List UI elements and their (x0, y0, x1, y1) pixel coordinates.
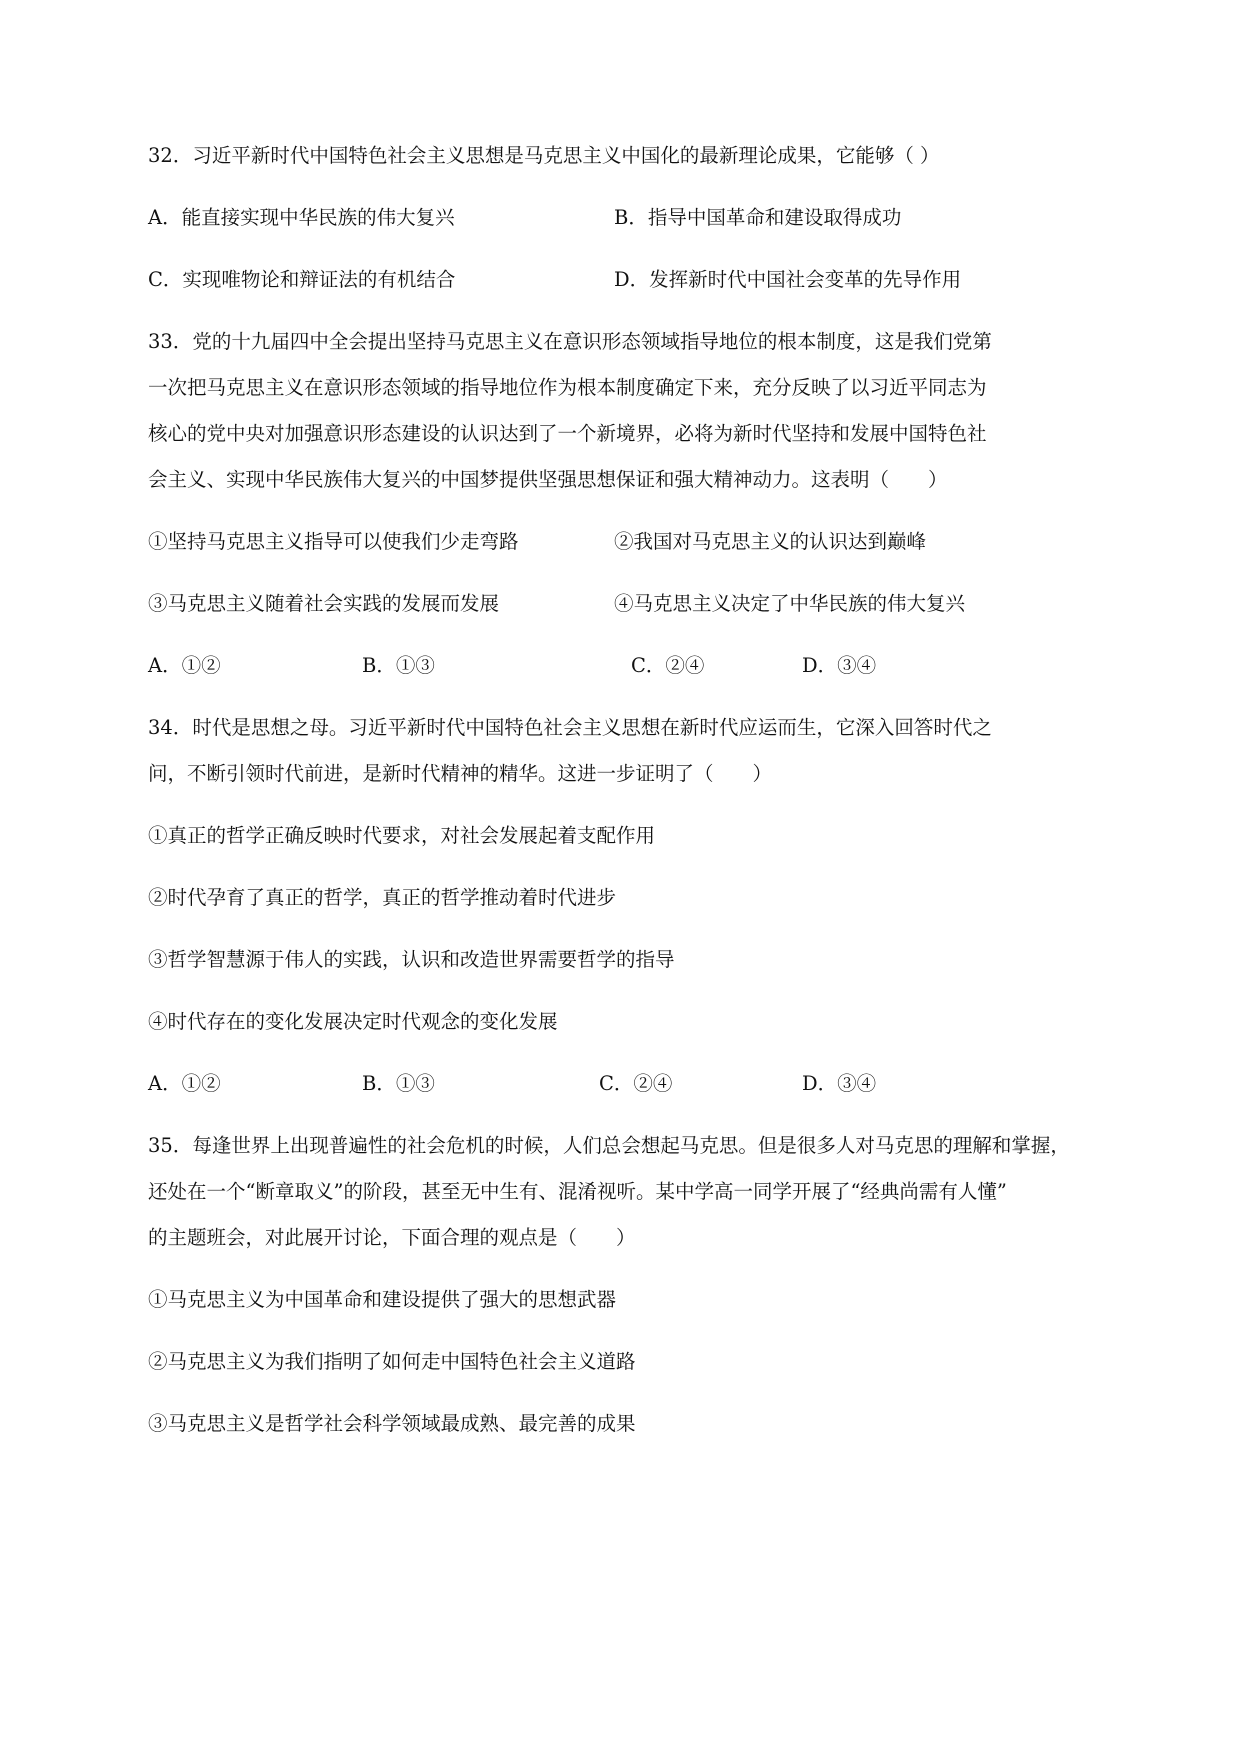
q35-statement-3: ③马克思主义是哲学社会科学领域最成熟、最完善的成果 (148, 1412, 636, 1435)
q34-option-a: A．①② (148, 1072, 221, 1095)
q33-option-a: A．①② (148, 654, 221, 677)
q32-option-d: D．发挥新时代中国社会变革的先导作用 (614, 268, 962, 291)
q33-stem-line-4: 会主义、实现中华民族伟大复兴的中国梦提供坚强思想保证和强大精神动力。这表明（ ） (148, 468, 948, 491)
q33-option-c: C．②④ (631, 654, 705, 677)
q34-stem-line-2: 问，不断引领时代前进，是新时代精神的精华。这进一步证明了（ ） (148, 762, 773, 785)
q34-option-b: B．①③ (362, 1072, 435, 1095)
q35-stem-line-3: 的主题班会，对此展开讨论，下面合理的观点是（ ） (148, 1226, 636, 1249)
q33-statement-1: ①坚持马克思主义指导可以使我们少走弯路 (148, 530, 519, 553)
q34-stem-line-1: 34．时代是思想之母。习近平新时代中国特色社会主义思想在新时代应运而生，它深入回答时代之 (148, 716, 992, 739)
q34-option-d: D．③④ (802, 1072, 877, 1095)
q33-statement-3: ③马克思主义随着社会实践的发展而发展 (148, 592, 500, 615)
q33-statement-4: ④马克思主义决定了中华民族的伟大复兴 (614, 592, 966, 615)
q32-option-b: B．指导中国革命和建设取得成功 (614, 206, 902, 229)
q35-stem-line-1: 35．每逢世界上出现普遍性的社会危机的时候，人们总会想起马克思。但是很多人对马克思的理解和掌握， (148, 1134, 1070, 1157)
q32-option-c: C．实现唯物论和辩证法的有机结合 (148, 268, 456, 291)
q34-statement-4: ④时代存在的变化发展决定时代观念的变化发展 (148, 1010, 558, 1033)
q35-statement-2: ②马克思主义为我们指明了如何走中国特色社会主义道路 (148, 1350, 636, 1373)
q33-option-d: D．③④ (802, 654, 877, 677)
q34-statement-1: ①真正的哲学正确反映时代要求，对社会发展起着支配作用 (148, 824, 656, 847)
q34-statement-2: ②时代孕育了真正的哲学，真正的哲学推动着时代进步 (148, 886, 617, 909)
q33-option-b: B．①③ (362, 654, 435, 677)
q33-stem-line-1: 33．党的十九届四中全会提出坚持马克思主义在意识形态领域指导地位的根本制度，这是我们党第 (148, 330, 992, 353)
q33-stem-line-3: 核心的党中央对加强意识形态建设的认识达到了一个新境界，必将为新时代坚持和发展中国特色社 (148, 422, 987, 445)
q34-statement-3: ③哲学智慧源于伟人的实践，认识和改造世界需要哲学的指导 (148, 948, 675, 971)
q32-stem: 32．习近平新时代中国特色社会主义思想是马克思主义中国化的最新理论成果，它能够（ ） (148, 144, 940, 167)
q35-stem-line-2: 还处在一个“断章取义”的阶段，甚至无中生有、混淆视听。某中学高一同学开展了“经典尚需有人懂” (148, 1180, 1007, 1203)
q35-statement-1: ①马克思主义为中国革命和建设提供了强大的思想武器 (148, 1288, 617, 1311)
q34-option-c: C．②④ (599, 1072, 673, 1095)
q32-option-a: A．能直接实现中华民族的伟大复兴 (148, 206, 455, 229)
q33-stem-line-2: 一次把马克思主义在意识形态领域的指导地位作为根本制度确定下来，充分反映了以习近平同志为 (148, 376, 987, 399)
q33-statement-2: ②我国对马克思主义的认识达到巅峰 (614, 530, 927, 553)
